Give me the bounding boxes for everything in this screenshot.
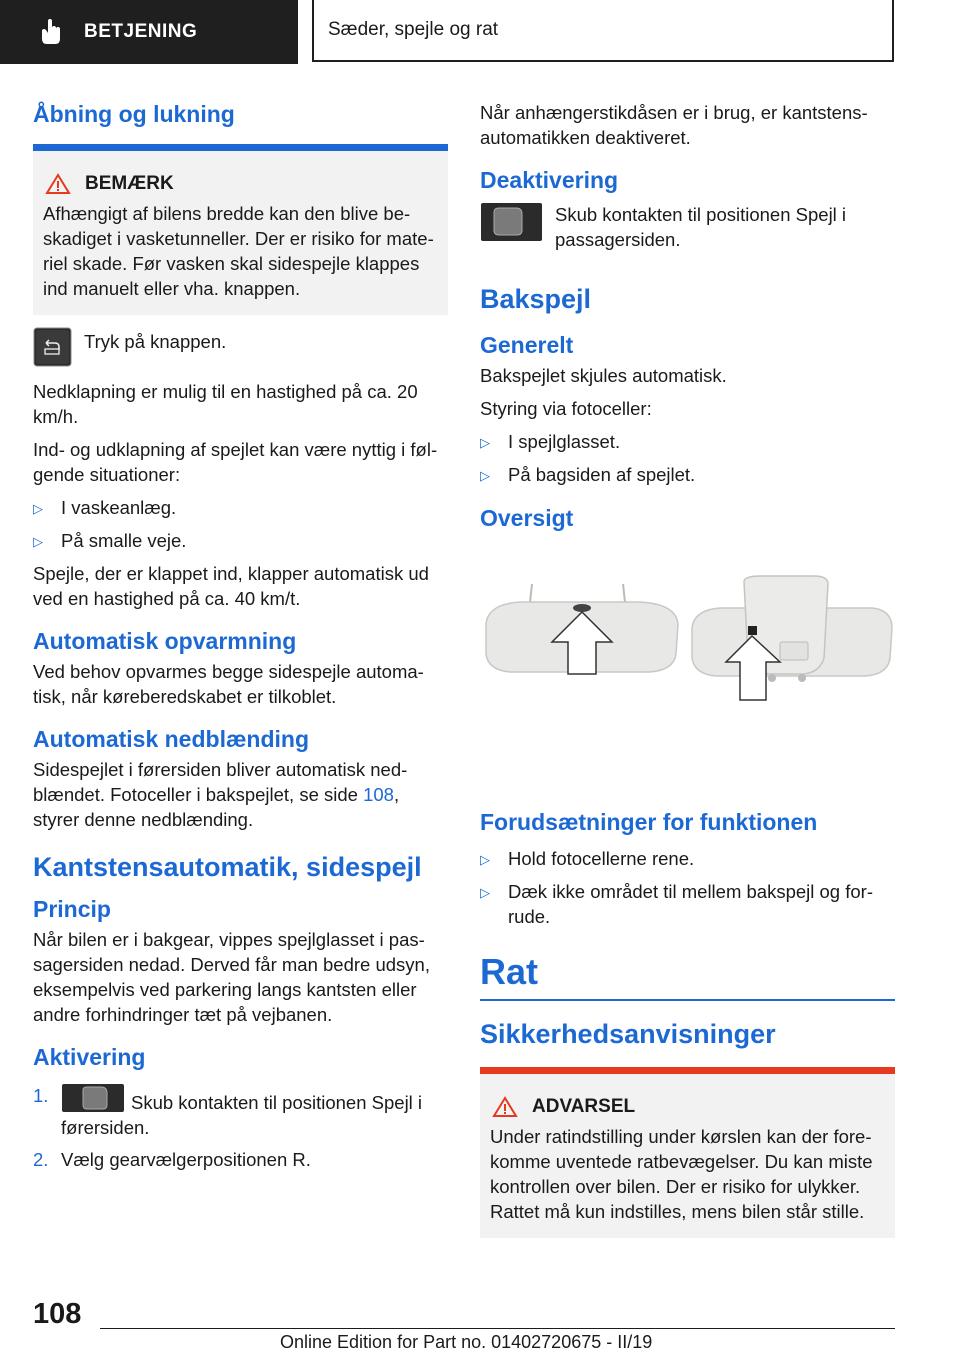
control-text: Styring via fotoceller: bbox=[480, 397, 652, 419]
heading-activation: Aktivering bbox=[33, 1043, 146, 1070]
heading-principle: Princip bbox=[33, 895, 111, 922]
chapter-tab bbox=[312, 0, 894, 62]
list-item: ▷ Dæk ikke området til mellem bakspejl og forrude. bbox=[480, 880, 873, 927]
heading-requirements: Forudsætninger for funktionen bbox=[480, 808, 818, 835]
heading-opening: Åbning og lukning bbox=[33, 101, 235, 127]
bullet-triangle-icon: ▷ bbox=[480, 884, 490, 900]
mirror-switch-driver-icon bbox=[61, 1083, 125, 1113]
warning-title: ADVARSEL bbox=[532, 1095, 636, 1117]
rearview-mirror-figure bbox=[480, 554, 895, 804]
footer-edition: Online Edition for Part no. 01402720675 - II/19 bbox=[280, 1332, 653, 1352]
list-item: 1. Skub kontakten til positionen Spejl i førersiden. bbox=[33, 1084, 423, 1138]
heading-overview: Oversigt bbox=[480, 504, 574, 531]
heading-deactivation: Deaktivering bbox=[480, 167, 619, 193]
list-item: 2. Vælg gearvælgerpositionen R. bbox=[33, 1148, 311, 1170]
bullet-triangle-icon: ▷ bbox=[480, 467, 490, 483]
heading-wheel: Rat bbox=[480, 950, 539, 992]
list-item: ▷ Hold fotocellerne rene. bbox=[480, 846, 895, 872]
rearview-mirror-illustration bbox=[480, 554, 895, 804]
heading-rearview: Bakspejl bbox=[480, 283, 592, 314]
heading-general: Generelt bbox=[480, 331, 574, 358]
press-button-row bbox=[33, 327, 448, 367]
bullet-triangle-icon: ▷ bbox=[480, 851, 490, 867]
footer-divider bbox=[100, 1328, 895, 1329]
heading-heating: Automatisk opvarmning bbox=[33, 627, 297, 654]
auto-unfold-text: Spejle, der er klappet ind, klapper automatisk ud ved en hastighed på ca. 40 km/t. bbox=[33, 562, 429, 609]
note-title: BEMÆRK bbox=[85, 172, 174, 194]
warning-triangle-icon bbox=[45, 173, 71, 195]
note-box bbox=[33, 144, 448, 315]
hand-pointer-icon bbox=[36, 17, 66, 47]
bullet-triangle-icon: ▷ bbox=[480, 434, 490, 450]
warning-header bbox=[490, 1096, 885, 1118]
list-item: ▷ I spejlglasset. bbox=[480, 429, 895, 455]
heating-text: Ved behov opvarmes begge sidespejle automatisk, når køreberedskabet er tilkoblet. bbox=[33, 660, 424, 707]
list-item: ▷ På smalle veje. bbox=[33, 528, 448, 554]
page-link[interactable]: 108 bbox=[363, 783, 394, 805]
page-number: 108 bbox=[33, 1298, 82, 1330]
list-item: ▷ På bagsiden af spejlet. bbox=[480, 462, 895, 488]
press-button-text: Tryk på knappen. bbox=[84, 330, 227, 352]
heading-dimming: Automatisk nedblænding bbox=[33, 725, 309, 752]
bullet-triangle-icon: ▷ bbox=[33, 533, 43, 549]
left-column bbox=[33, 100, 448, 1179]
heading-rule bbox=[480, 999, 895, 1001]
principle-text: Når bilen er i bakgear, vippes spejlglasset i passagersiden nedad. Derved får man bedre udsyn, eksempelvis ved parkering langs kantsten eller andre forhindringer tæt på vejbanen. bbox=[33, 928, 430, 1025]
general-text: Bakspejlet skjules automatisk. bbox=[480, 364, 727, 386]
deactivation-row bbox=[480, 202, 895, 260]
warning-text: Under ratindstilling under kørslen kan der forekomme uventede ratbevægelser. Du kan miste kontrollen over bilen. Der er risiko for ulykker. Rattet må kun indstilles, mens bilen står stille. bbox=[490, 1125, 873, 1222]
heading-curb: Kantstensautomatik, sidespejl bbox=[33, 851, 422, 882]
chapter-title: Sæder, spejle og rat bbox=[328, 19, 499, 40]
note-text: Afhængigt af bilens bredde kan den blive beskadiget i vasketunneller. Der er risiko for materiel skade. Før vasken skal sidespejle klappes ind manuelt eller vha. knappen. bbox=[43, 202, 434, 299]
deactivation-text: Skub kontakten til positionen Spejl i passagersiden. bbox=[555, 203, 847, 250]
warning-box bbox=[480, 1067, 895, 1238]
trailer-text: Når anhængerstikdåsen er i brug, er kantstensautomatikken deaktiveret. bbox=[480, 102, 868, 148]
right-column bbox=[480, 100, 895, 1250]
list-item: ▷ I vaskeanlæg. bbox=[33, 495, 448, 521]
mirror-fold-button-icon bbox=[33, 327, 72, 367]
page-header bbox=[0, 0, 960, 66]
section-tab bbox=[0, 0, 298, 64]
heading-safety: Sikkerhedsanvisninger bbox=[480, 1019, 776, 1050]
mirror-switch-passenger-icon bbox=[480, 202, 543, 242]
bullet-triangle-icon: ▷ bbox=[33, 500, 43, 516]
dimming-text: Sidespejlet i førersiden bliver automatisk nedblændet. Fotoceller i bakspejlet, se side 108, styrer denne nedblænding. bbox=[33, 758, 408, 830]
warning-triangle-icon bbox=[492, 1096, 518, 1118]
fold-speed-text: Nedklapning er mulig til en hastighed på ca. 20 km/h. bbox=[33, 380, 418, 427]
note-header bbox=[43, 173, 438, 195]
section-title: BETJENING bbox=[84, 21, 198, 42]
fold-useful-text: Ind- og udklapning af spejlet kan være nyttig i følgende situationer: bbox=[33, 438, 438, 485]
